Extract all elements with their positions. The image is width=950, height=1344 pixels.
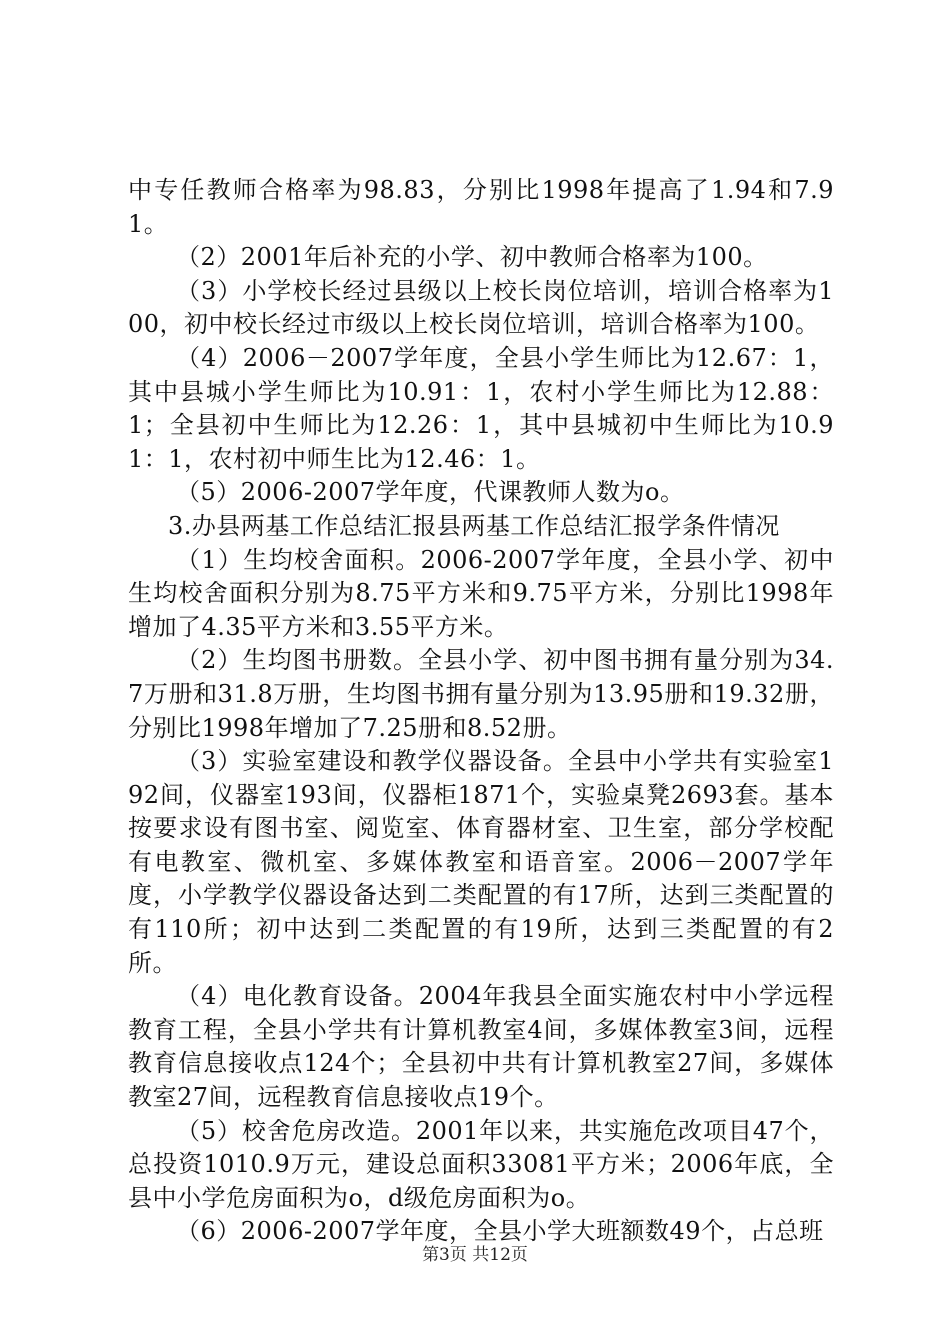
paragraph-item-5: （5）2006-2007学年度，代课教师人数为o。	[176, 478, 685, 507]
paragraph-item-3: （3）小学校长经过县级以上校长岗位培训，培训合格率为100，初中校长经过市级以上校长岗位培训，培训合格率为100。	[128, 276, 834, 339]
paragraph-continuation: 中专任教师合格率为98.83，分别比1998年提高了1.94和7.91。	[128, 176, 834, 238]
paragraph-item-4: （4）2006－2007学年度，全县小学生师比为12.67：1，其中县城小学生师比为10.91：1，农村小学生师比为12.88：1；全县初中生师比为12.26：1，其中县城初中生师比为10.91：1，农村初中师生比为12.46：1。	[128, 343, 834, 473]
paragraph-labs: （3）实验室建设和教学仪器设备。全县中小学共有实验室192间，仪器室193间，仪器柜1871个，实验桌凳2693套。基本按要求设有图书室、阅览室、体育器材室、卫生室，部分学校配有电教室、微机室、多媒体教室和语音室。2006－2007学年度，小学教学仪器设备达到二类配置的有17所，达到三类配置的有110所；初中达到二类配置的有19所，达到三类配置的有2所。	[128, 747, 834, 977]
page-number: 第3页 共12页	[422, 1245, 528, 1265]
document-body	[128, 174, 834, 1249]
paragraph-class-size: （6）2006-2007学年度，全县小学大班额数49个，占总班	[176, 1217, 824, 1246]
section-heading-3: 3.办县两基工作总结汇报县两基工作总结汇报学条件情况	[168, 511, 780, 540]
paragraph-renovation: （5）校舍危房改造。2001年以来，共实施危改项目47个，总投资1010.9万元，建设总面积33081平方米；2006年底，全县中小学危房面积为o，d级危房面积为o。	[128, 1116, 834, 1212]
paragraph-e-learning: （4）电化教育设备。2004年我县全面实施农村中小学远程教育工程，全县小学共有计算机教室4间，多媒体教室3间，远程教育信息接收点124个；全县初中共有计算机教室27间，多媒体教室27间，远程教育信息接收点19个。	[128, 982, 834, 1112]
paragraph-item-2: （2）2001年后补充的小学、初中教师合格率为100。	[176, 243, 768, 272]
paragraph-school-area: （1）生均校舍面积。2006-2007学年度，全县小学、初中生均校舍面积分别为8.75平方米和9.75平方米，分别比1998年增加了4.35平方米和3.55平方米。	[128, 545, 834, 641]
paragraph-books: （2）生均图书册数。全县小学、初中图书拥有量分别为34.7万册和31.8万册，生均图书拥有量分别为13.95册和19.32册，分别比1998年增加了7.25册和8.52册。	[128, 646, 834, 742]
